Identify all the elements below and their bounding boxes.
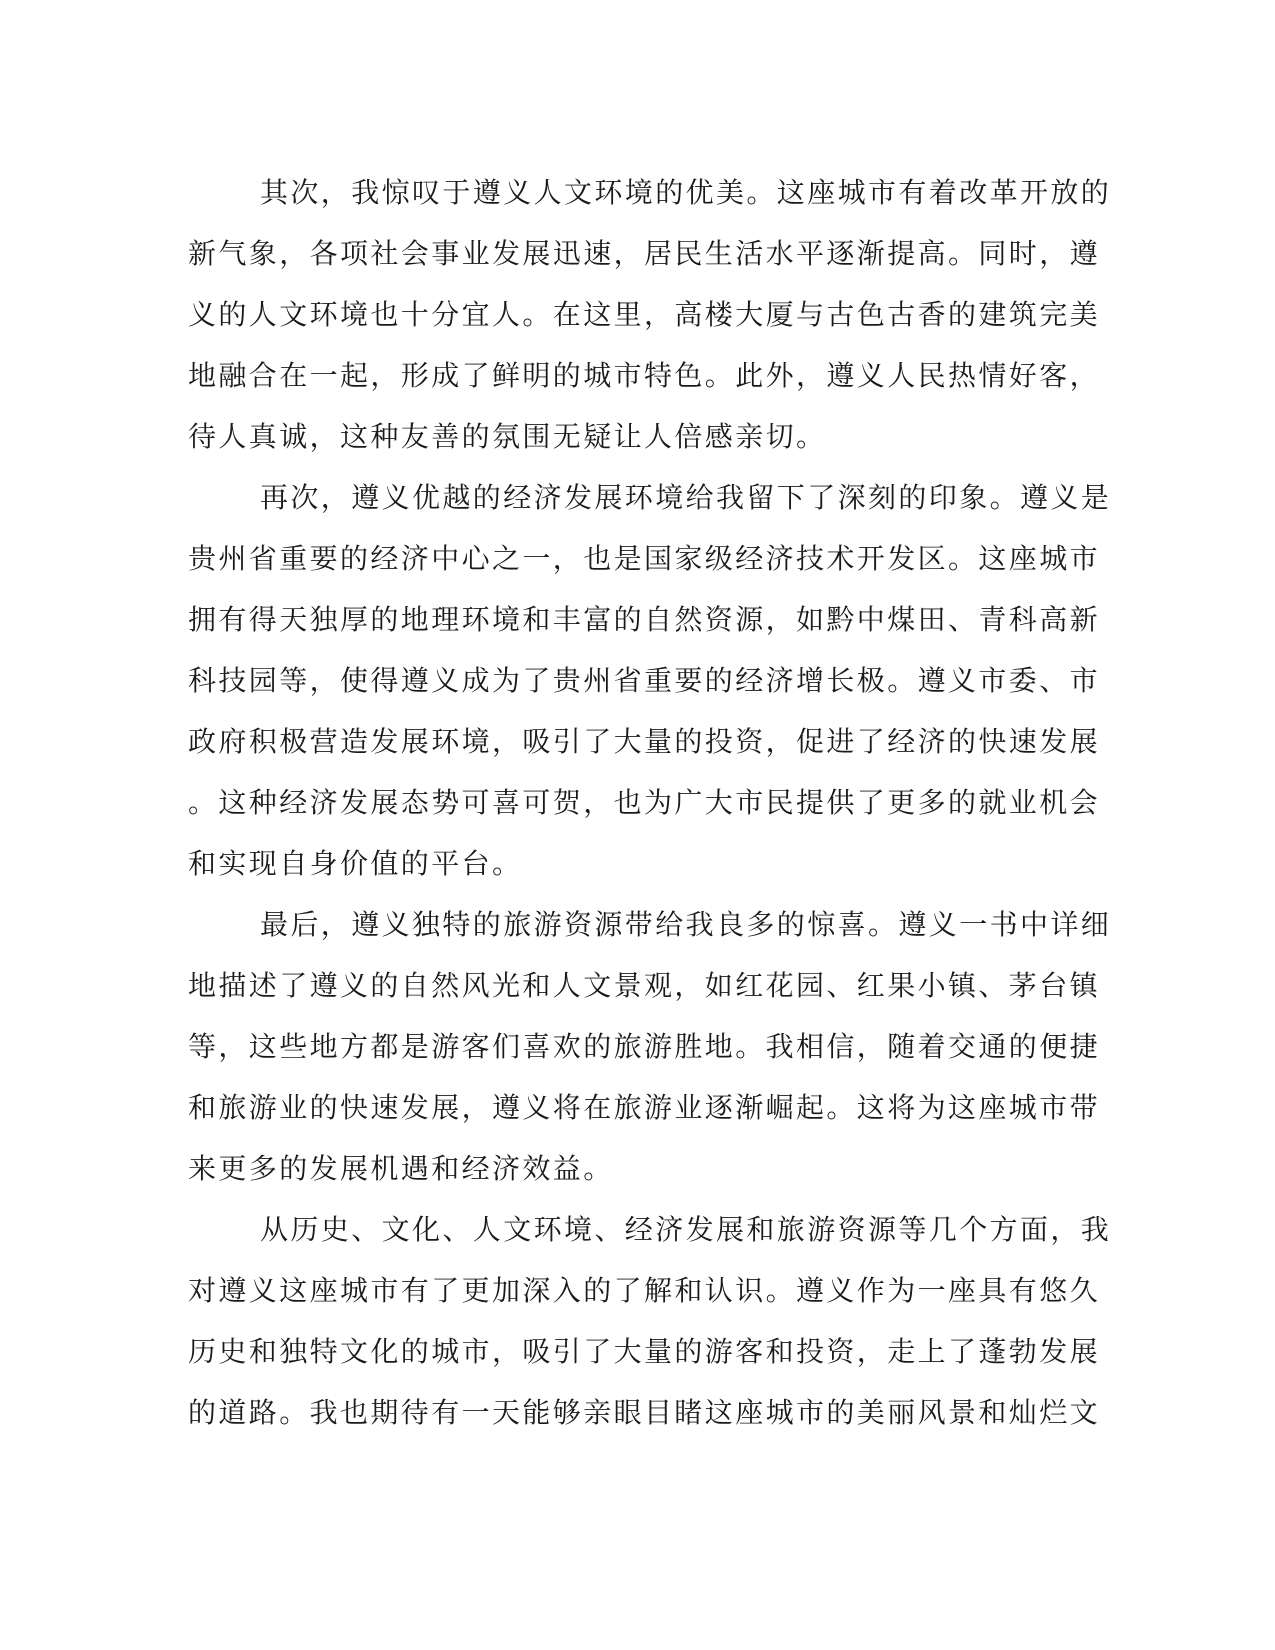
paragraph-line: 等，这些地方都是游客们喜欢的旅游胜地。我相信，随着交通的便捷	[188, 1030, 1101, 1063]
paragraph-line: 贵州省重要的经济中心之一，也是国家级经济技术开发区。这座城市	[188, 542, 1101, 575]
paragraph-line: 从历史、文化、人文环境、经济发展和旅游资源等几个方面，我	[260, 1213, 1112, 1246]
paragraph-line: 历史和独特文化的城市，吸引了大量的游客和投资，走上了蓬勃发展	[188, 1335, 1101, 1368]
paragraph-line: 科技园等，使得遵义成为了贵州省重要的经济增长极。遵义市委、市	[188, 664, 1101, 697]
paragraph-line: 最后，遵义独特的旅游资源带给我良多的惊喜。遵义一书中详细	[260, 908, 1112, 941]
paragraph-line: 再次，遵义优越的经济发展环境给我留下了深刻的印象。遵义是	[260, 481, 1112, 514]
document-body	[188, 162, 1112, 1443]
paragraph-line: 新气象，各项社会事业发展迅速，居民生活水平逐渐提高。同时，遵	[188, 237, 1101, 270]
paragraph-culture-environment	[188, 162, 1112, 467]
paragraph-economic-environment	[188, 467, 1112, 894]
paragraph-line: 待人真诚，这种友善的氛围无疑让人倍感亲切。	[188, 420, 827, 453]
paragraph-line: 和旅游业的快速发展，遵义将在旅游业逐渐崛起。这将为这座城市带	[188, 1091, 1101, 1124]
paragraph-line: 的道路。我也期待有一天能够亲眼目睹这座城市的美丽风景和灿烂文	[188, 1396, 1101, 1429]
paragraph-line: 政府积极营造发展环境，吸引了大量的投资，促进了经济的快速发展	[188, 725, 1101, 758]
paragraph-line: 义的人文环境也十分宜人。在这里，高楼大厦与古色古香的建筑完美	[188, 298, 1101, 331]
paragraph-line: 拥有得天独厚的地理环境和丰富的自然资源，如黔中煤田、青科高新	[188, 603, 1101, 636]
paragraph-line: 对遵义这座城市有了更加深入的了解和认识。遵义作为一座具有悠久	[188, 1274, 1101, 1307]
paragraph-line: 其次，我惊叹于遵义人文环境的优美。这座城市有着改革开放的	[260, 176, 1112, 209]
paragraph-summary	[188, 1199, 1112, 1443]
paragraph-line: 来更多的发展机遇和经济效益。	[188, 1152, 614, 1185]
paragraph-tourism-resources	[188, 894, 1112, 1199]
paragraph-line: 和实现自身价值的平台。	[188, 847, 523, 880]
paragraph-line: 地融合在一起，形成了鲜明的城市特色。此外，遵义人民热情好客，	[188, 359, 1101, 392]
paragraph-line: 。这种经济发展态势可喜可贺，也为广大市民提供了更多的就业机会	[188, 786, 1101, 819]
paragraph-line: 地描述了遵义的自然风光和人文景观，如红花园、红果小镇、茅台镇	[188, 969, 1101, 1002]
